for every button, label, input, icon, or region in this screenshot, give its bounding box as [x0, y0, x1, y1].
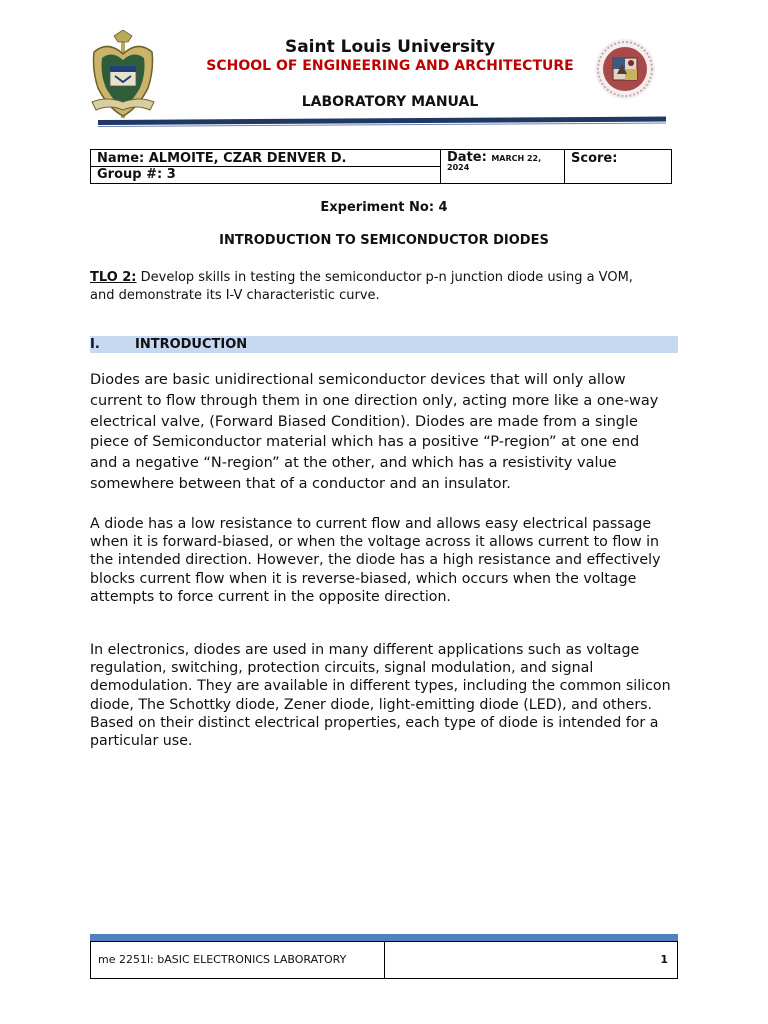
manual-title: LABORATORY MANUAL [301, 94, 479, 110]
experiment-number: Experiment No: 4 [320, 200, 448, 215]
date-cell [441, 150, 565, 183]
group-value: 3 [166, 167, 176, 182]
footer-bar [90, 934, 678, 941]
section-title: INTRODUCTION [135, 337, 248, 352]
date-label: Date: [447, 150, 487, 165]
date-value-line2: 2024 [447, 163, 470, 172]
score-cell [565, 150, 671, 183]
tlo-statement [90, 269, 650, 305]
intro-paragraph-1: Diodes are basic unidirectional semiconductor devices that will only allow current to flow through them in one direction only, acting more like a one-way electrical valve, (Forward Biased Condition). Diodes are made from a single piece of Semiconductor material which has a positive “P-region” at one end and a negative “N-region” at the other, and which has a resistivity value somewhere between that of a conductor and an insulator. [90, 372, 659, 492]
footer-course-name: me 2251l: bASIC ELECTRONICS LABORATORY [98, 953, 347, 966]
tlo-text: Develop skills in testing the semiconductor p-n junction diode using a VOM, and demonstrate its I-V characteristic curve. [90, 270, 633, 303]
footer-divider [384, 941, 385, 979]
school-name: SCHOOL OF ENGINEERING AND ARCHITECTURE [206, 58, 574, 74]
name-cell [91, 150, 441, 167]
score-label: Score: [571, 151, 618, 166]
university-name: Saint Louis University [284, 37, 496, 57]
date-value-line1: MARCH 22, [491, 154, 542, 163]
section-number: I. [90, 337, 100, 352]
name-label: Name: [97, 151, 145, 166]
group-cell [91, 167, 441, 183]
group-label: Group #: [97, 167, 163, 182]
tlo-label: TLO 2: [90, 270, 137, 285]
name-value: ALMOITE, CZAR DENVER D. [148, 151, 347, 166]
student-info-table [90, 149, 672, 184]
intro-paragraph-3: In electronics, diodes are used in many different applications such as voltage regulation, switching, protection circuits, signal modulation, and signal demodulation. They are available in different types, including the common silicon diode, The Schottky diode, Zener diode, light-emitting diode (LED), and others. Based on their distinct electrical properties, each type of diode is intended for a particular use. [90, 642, 671, 750]
footer-page-number: 1 [660, 953, 668, 966]
slu-seal-icon [88, 30, 158, 124]
intro-paragraph-2: A diode has a low resistance to current flow and allows easy electrical passage when it is forward-biased, or when the voltage across it allows current to flow in the intended direction. However, the diode has a high resistance and effectively blocks current flow when it is reverse-biased, which occurs when the voltage attempts to force current in the opposite direction. [90, 516, 661, 605]
experiment-title: INTRODUCTION TO SEMICONDUCTOR DIODES [219, 233, 549, 248]
